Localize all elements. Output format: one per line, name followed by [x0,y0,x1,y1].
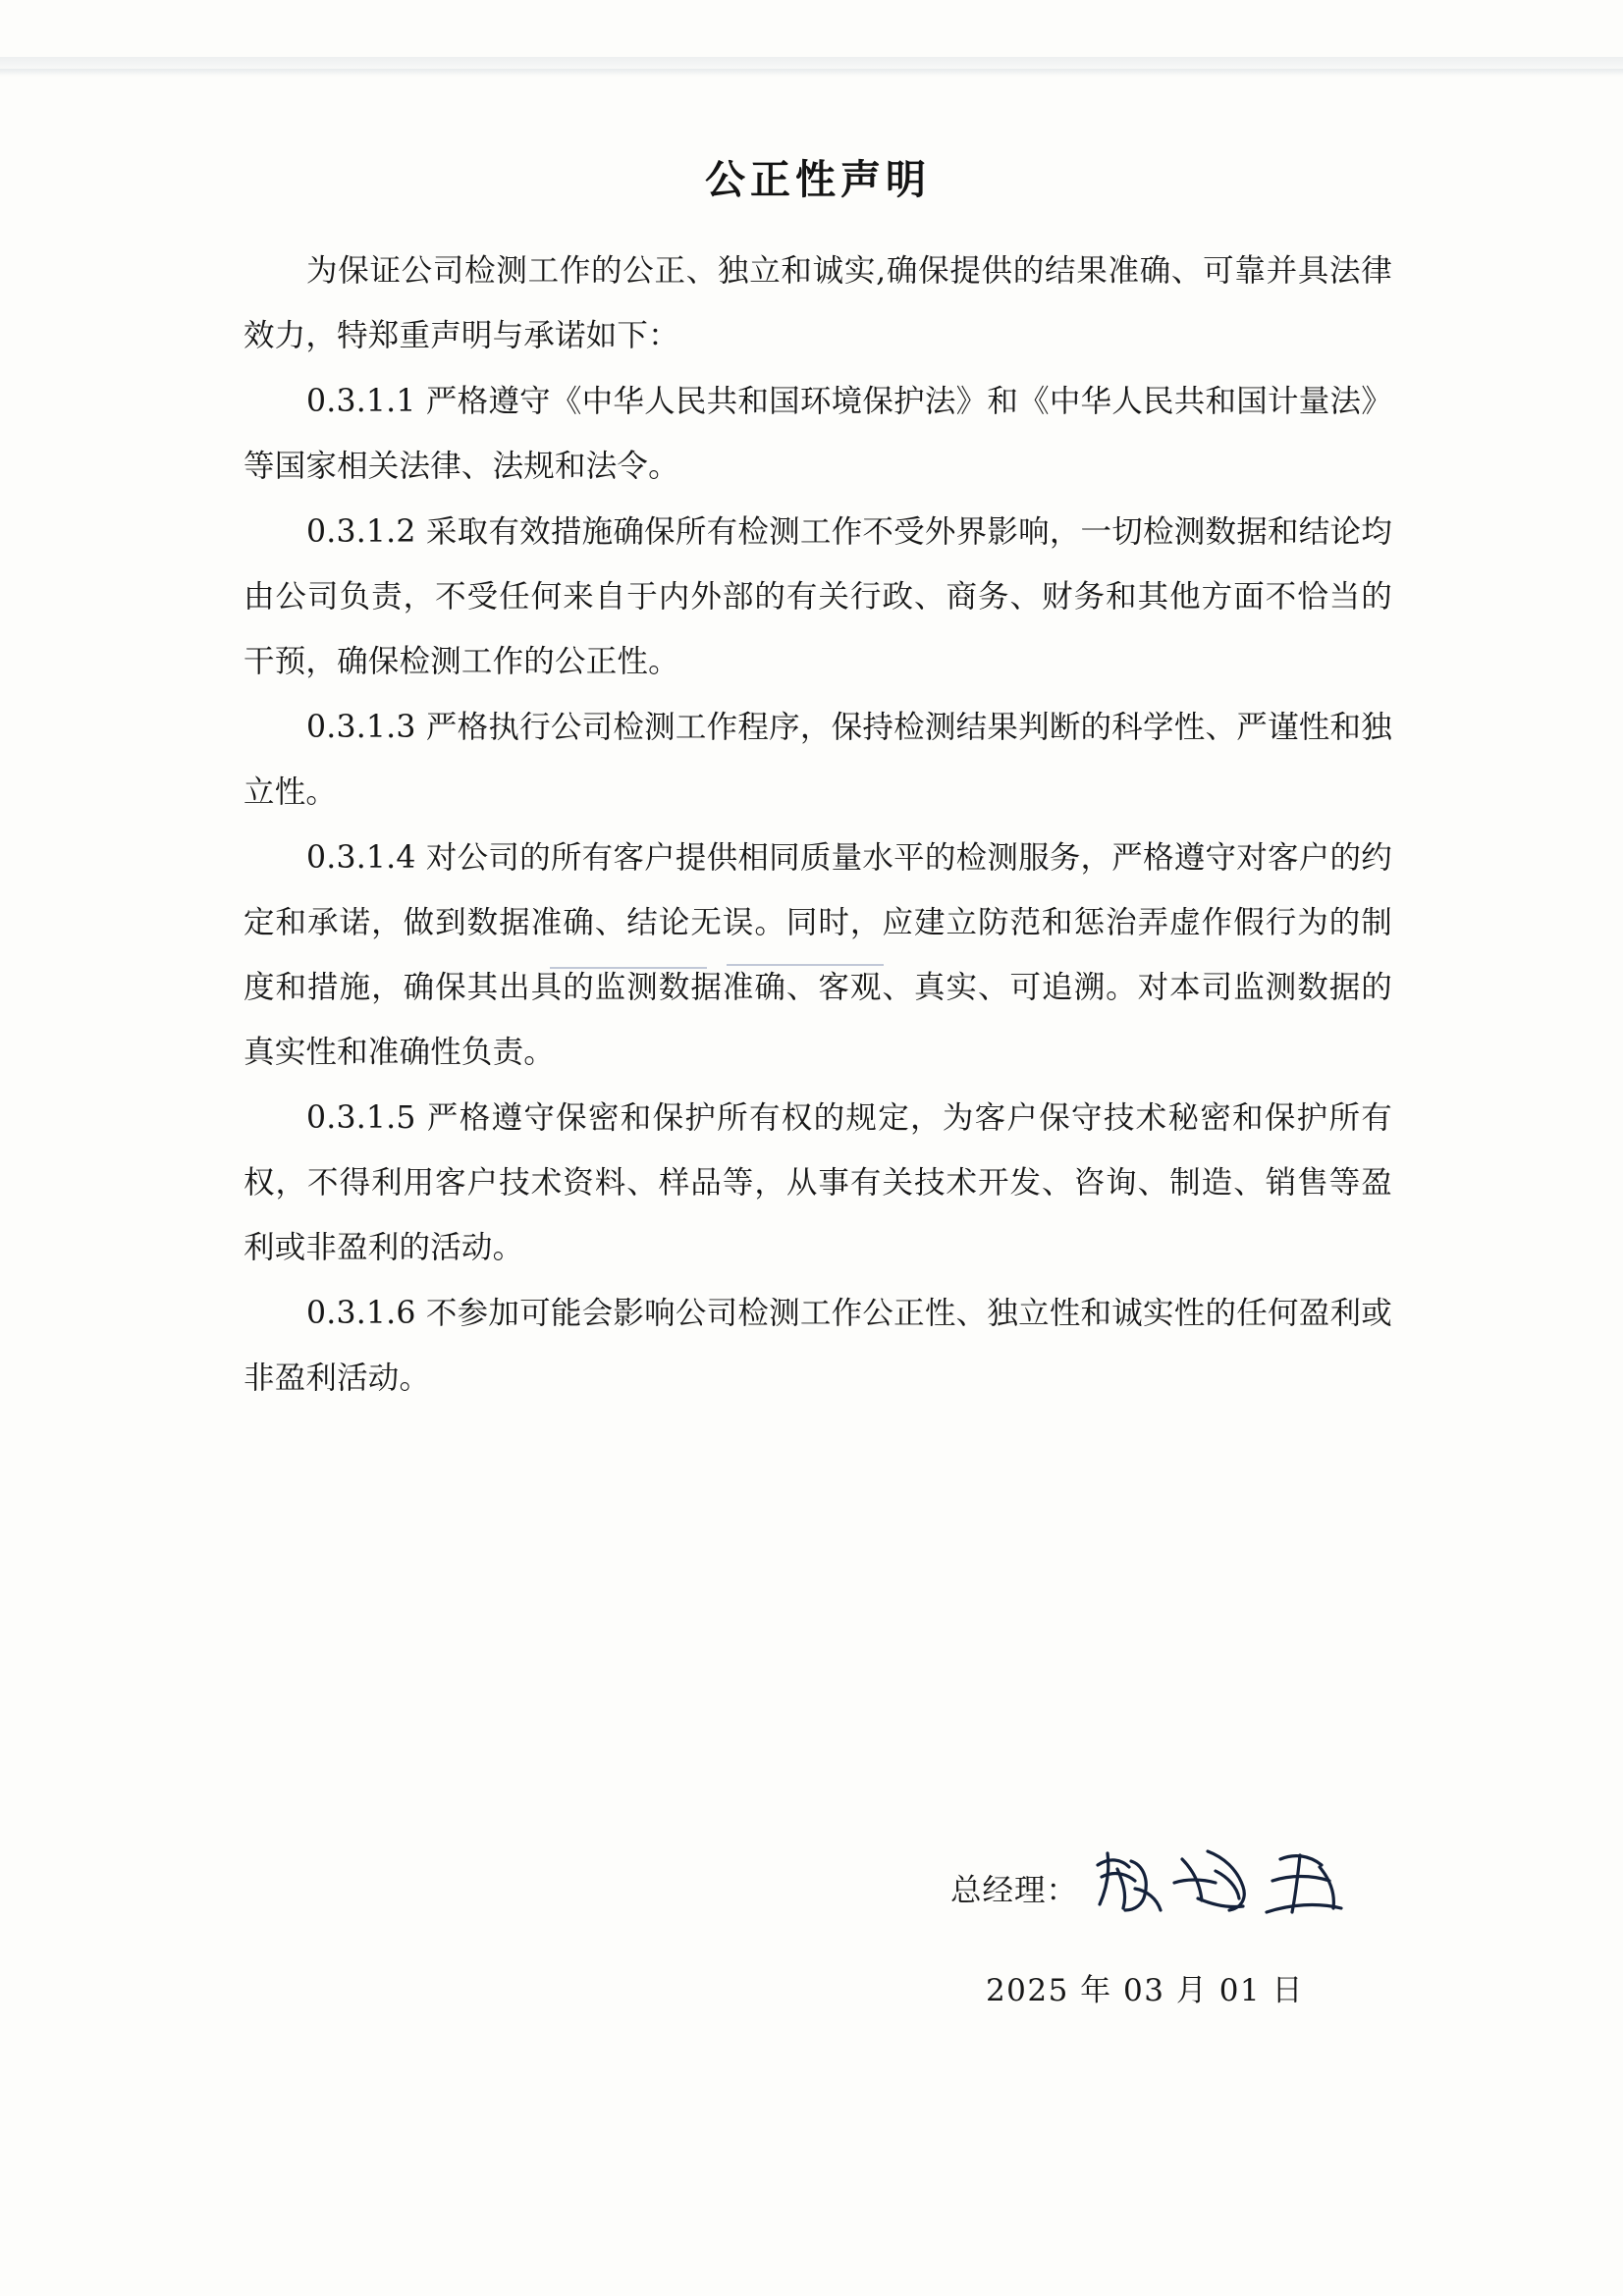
handwritten-signature-icon [1088,1840,1382,1924]
paragraph-0-3-1-2: 0.3.1.2 采取有效措施确保所有检测工作不受外界影响，一切检测数据和结论均由公司负责，不受任何来自于内外部的有关行政、商务、财务和其他方面不恰当的干预，确保检测工作的公正性。 [243,514,1392,679]
signature-row [243,1836,1392,1924]
paragraph-0-3-1-1: 0.3.1.1 严格遵守《中华人民共和国环境保护法》和《中华人民共和国计量法》等国家相关法律、法规和法令。 [243,384,1392,484]
signature-block [243,1836,1392,2009]
paragraph-0-3-1-4: 0.3.1.4 对公司的所有客户提供相同质量水平的检测服务，严格遵守对客户的约定和承诺，做到数据准确、结论无误。同时，应建立防范和惩治弄虚作假行为的制度和措施，确保其出具的监测数据准确、客观、真实、可追溯。对本司监测数据的真实性和准确性负责。 [243,840,1392,1070]
page-title: 公正性声明 [705,156,931,203]
paragraph-intro: 为保证公司检测工作的公正、独立和诚实,确保提供的结果准确、可靠并具法律效力，特郑重声明与承诺如下： [243,253,1392,353]
paragraph-0-3-1-6: 0.3.1.6 不参加可能会影响公司检测工作公正性、独立性和诚实性的任何盈利或非盈利活动。 [243,1296,1392,1396]
scan-artifact-streak-secondary [0,69,1623,77]
signature-label: 总经理： [949,1873,1078,1908]
paragraph-0-3-1-3: 0.3.1.3 严格执行公司检测工作程序，保持检测结果判断的科学性、严谨性和独立性。 [243,710,1392,810]
document-body [243,147,1392,1412]
scan-artifact-underline-2 [727,964,884,966]
scan-artifact-underline-1 [550,967,707,969]
signature-date: 2025 年 03 月 01 日 [985,1973,1304,2008]
paragraph-0-3-1-5: 0.3.1.5 严格遵守保密和保护所有权的规定，为客户保守技术秘密和保护所有权，不得利用客户技术资料、样品等，从事有关技术开发、咨询、制造、销售等盈利或非盈利的活动。 [243,1100,1392,1265]
